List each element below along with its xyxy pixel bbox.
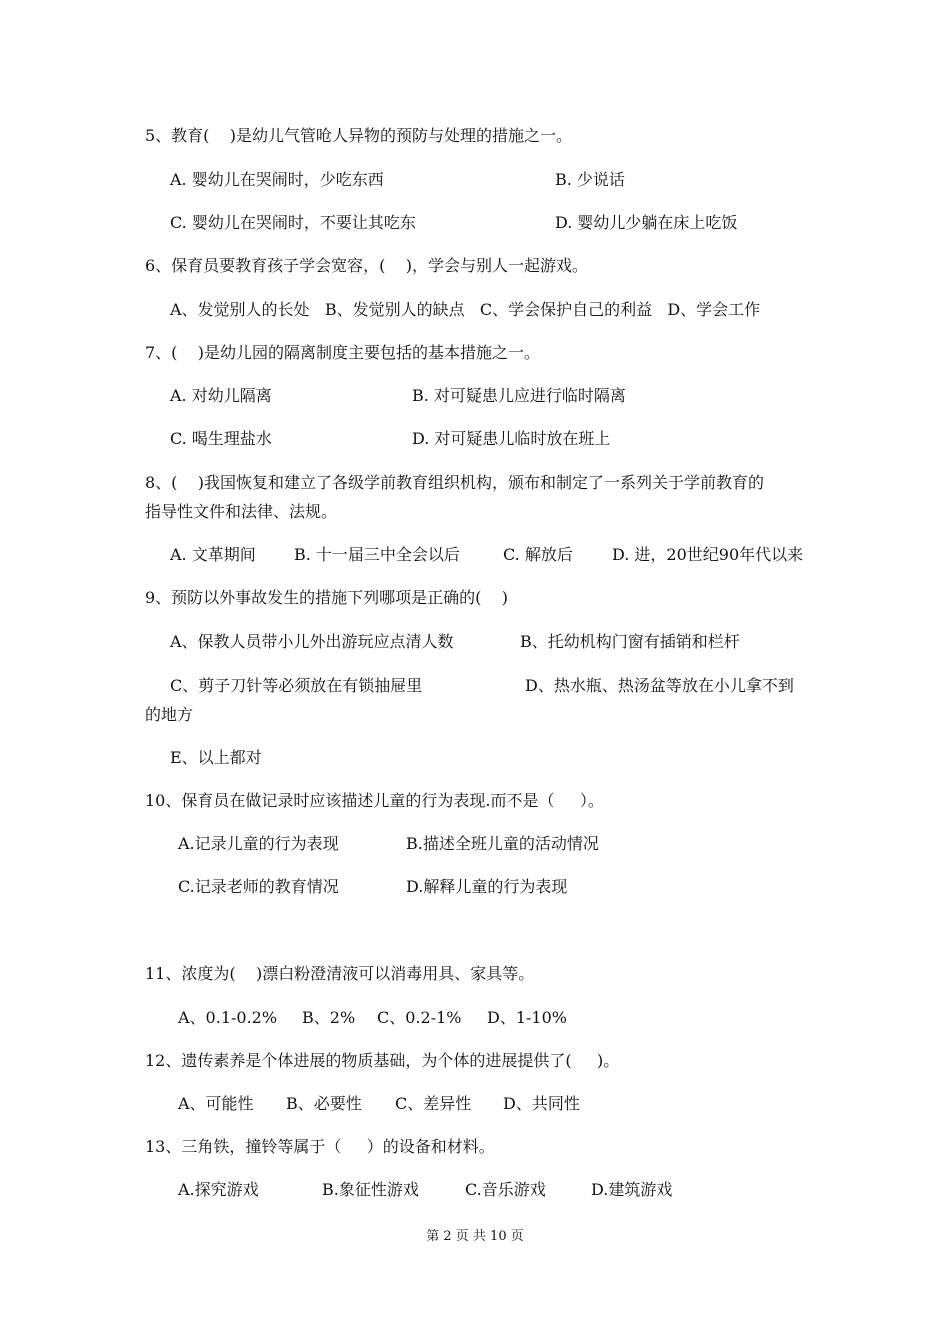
question-9-option-e: E、以上都对 <box>170 748 262 767</box>
question-6-stem: 6、保育员要教育孩子学会宽容，( )，学会与别人一起游戏。 <box>145 256 589 275</box>
question-10-option-d: D.解释儿童的行为表现 <box>406 877 568 896</box>
question-5-option-c: C. 婴幼儿在哭闹时，不要让其吃东 <box>170 213 416 232</box>
question-9-option-d: D、热水瓶、热汤盆等放在小儿拿不到 <box>525 676 794 695</box>
question-9-option-c: C、剪子刀针等必须放在有锁抽屉里 <box>170 676 423 695</box>
question-10-option-a: A.记录儿童的行为表现 <box>178 834 339 853</box>
question-13-option-a: A.探究游戏 <box>178 1180 259 1199</box>
question-9-option-b: B、托幼机构门窗有插销和栏杆 <box>520 632 740 651</box>
question-8-stem-line-2: 指导性文件和法律、法规。 <box>145 502 338 521</box>
question-8-option-b: B. 十一届三中全会以后 <box>294 545 460 564</box>
question-7-stem: 7、( )是幼儿园的隔离制度主要包括的基本措施之一。 <box>145 343 541 362</box>
question-8-option-a: A. 文革期间 <box>170 545 256 564</box>
question-11-option-b: B、2% <box>302 1008 356 1027</box>
question-10-option-c: C.记录老师的教育情况 <box>178 877 339 896</box>
question-5-stem: 5、教育( )是幼儿气管呛人异物的预防与处理的措施之一。 <box>145 126 573 145</box>
question-5-option-b: B. 少说话 <box>555 170 625 189</box>
question-13-option-c: C.音乐游戏 <box>465 1180 546 1199</box>
question-5-option-a: A. 婴幼儿在哭闹时，少吃东西 <box>170 170 384 189</box>
question-5-option-d: D. 婴幼儿少躺在床上吃饭 <box>555 213 738 232</box>
question-12-option-b: B、必要性 <box>286 1094 362 1113</box>
question-11-option-c: C、0.2-1% <box>377 1008 462 1027</box>
question-7-option-b: B. 对可疑患儿应进行临时隔离 <box>412 386 626 405</box>
question-7-option-d: D. 对可疑患儿临时放在班上 <box>412 429 611 448</box>
question-9-option-d-continued: 的地方 <box>145 705 194 724</box>
question-11-option-d: D、1-10% <box>487 1008 567 1027</box>
question-8-option-d: D. 进，20世纪90年代以来 <box>612 545 804 564</box>
question-9-stem: 9、预防以外事故发生的措施下列哪项是正确的( ) <box>145 588 509 607</box>
page-number-footer: 第 2 页 共 10 页 <box>426 1229 524 1244</box>
question-12-option-d: D、共同性 <box>503 1094 580 1113</box>
question-12-option-c: C、差异性 <box>395 1094 472 1113</box>
question-6-options: A、发觉别人的长处 B、发觉别人的缺点 C、学会保护自己的利益 D、学会工作 <box>170 300 761 319</box>
question-11-option-a: A、0.1-0.2% <box>178 1008 278 1027</box>
question-11-stem: 11、浓度为( )漂白粉澄清液可以消毒用具、家具等。 <box>145 964 535 983</box>
question-8-stem-line-1: 8、( )我国恢复和建立了各级学前教育组织机构，颁布和制定了一系列关于学前教育的 <box>145 473 765 492</box>
question-10-option-b: B.描述全班儿童的活动情况 <box>406 834 599 853</box>
question-9-option-a: A、保教人员带小儿外出游玩应点清人数 <box>170 632 454 651</box>
question-12-stem: 12、遗传素养是个体进展的物质基础，为个体的进展提供了( )。 <box>145 1051 620 1070</box>
question-13-stem: 13、三角铁，撞铃等属于（ ）的设备和材料。 <box>145 1137 495 1156</box>
question-13-option-d: D.建筑游戏 <box>591 1180 673 1199</box>
question-7-option-c: C. 喝生理盐水 <box>170 429 272 448</box>
question-8-option-c: C. 解放后 <box>503 545 573 564</box>
question-7-option-a: A. 对幼儿隔离 <box>170 386 272 405</box>
question-12-option-a: A、可能性 <box>178 1094 254 1113</box>
question-13-option-b: B.象征性游戏 <box>322 1180 419 1199</box>
question-10-stem: 10、保育员在做记录时应该描述儿童的行为表现.而不是（ ）。 <box>145 791 604 810</box>
